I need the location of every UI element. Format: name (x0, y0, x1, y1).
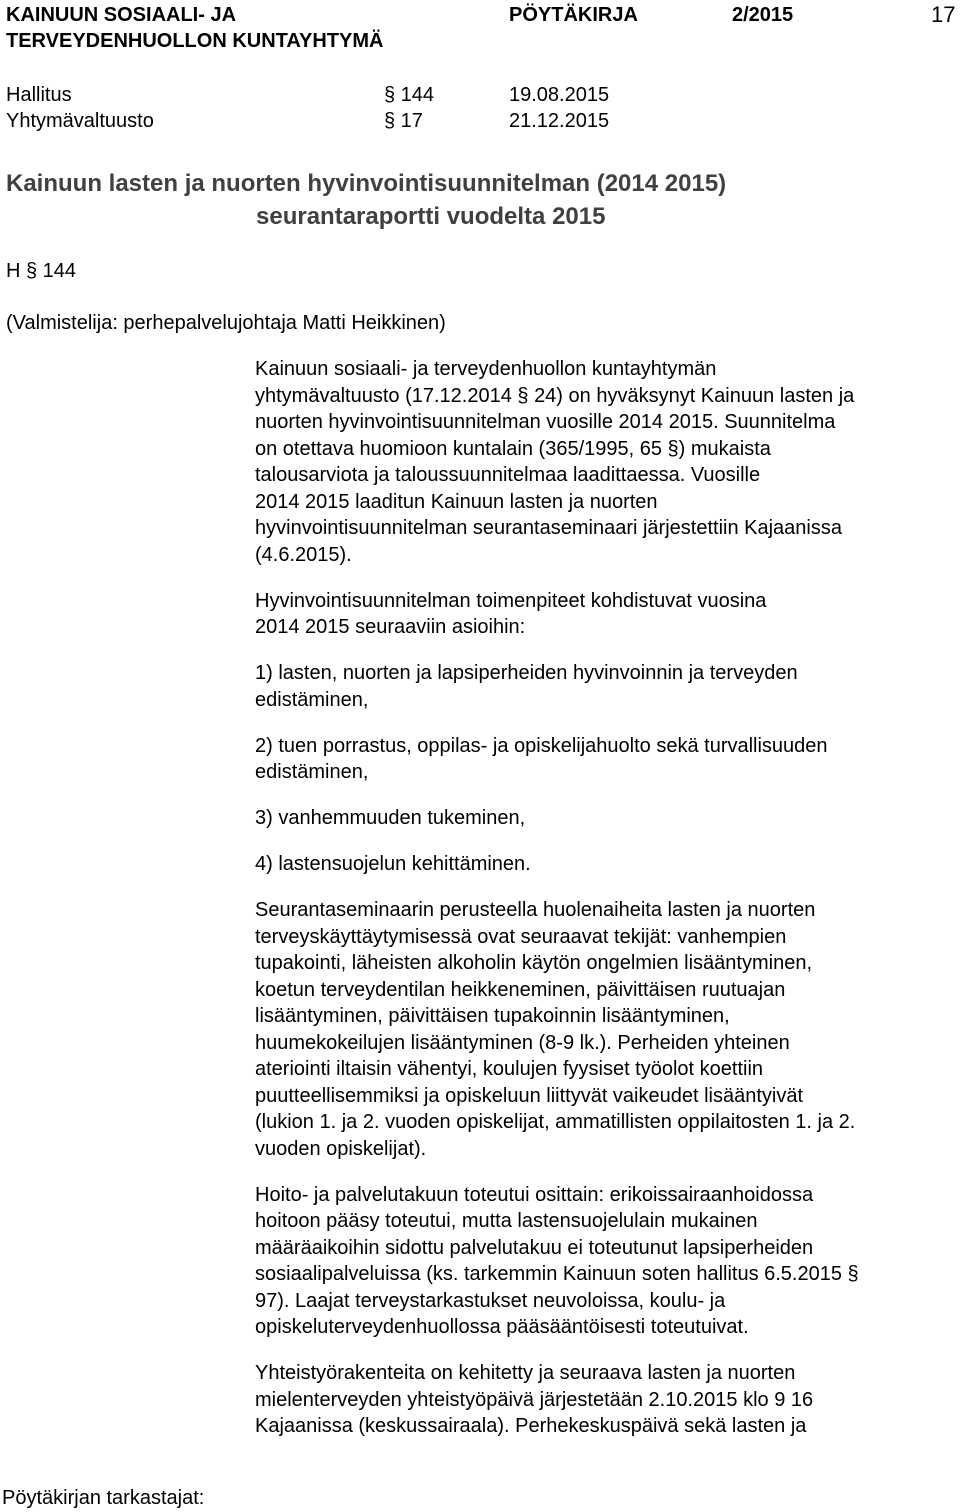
organization-name-line2: TERVEYDENHUOLLON KUNTAYHTYMÄ (6, 30, 384, 52)
paragraph (255, 1182, 955, 1341)
paragraph-line: 97). Laajat terveystarkastukset neuvoloissa, koulu- ja (255, 1289, 726, 1312)
meeting-section: § 144 (384, 84, 435, 106)
document-type: PÖYTÄKIRJA (509, 4, 638, 26)
paragraph-line: hyvinvointisuunnitelman seurantaseminaari järjestettiin Kajaanissa (255, 517, 842, 539)
paragraph-line: 2014 2015 seuraaviin asioihin: (255, 616, 526, 638)
paragraph (255, 588, 955, 641)
preparer-note: (Valmistelija: perhepalvelujohtaja Matti Heikkinen) (6, 312, 446, 334)
paragraph-line: määräaikoihin sidottu palvelutakuu ei toteutunut lapsiperheiden (255, 1236, 814, 1259)
meeting-date: 21.12.2015 (509, 110, 610, 132)
paragraph-line: huumekokeilujen lisääntyminen (8-9 lk.). Perheiden yhteinen (255, 1031, 790, 1054)
organization-name-line1: KAINUUN SOSIAALI- JA (6, 4, 237, 26)
paragraph-line: (lukion 1. ja 2. vuoden opiskelijat, ammatillisten oppilaitosten 1. ja 2. (255, 1111, 856, 1133)
document-title-line2: seurantaraportti vuodelta 2015 (256, 203, 606, 230)
meeting-date: 19.08.2015 (509, 84, 610, 106)
paragraph-line: on otettava huomioon kuntalain (365/1995, 65 §) mukaista (255, 437, 771, 460)
paragraph-line: 2) tuen porrastus, oppilas- ja opiskelijahuolto sekä turvallisuuden (255, 734, 828, 757)
paragraph (255, 805, 955, 832)
section-reference: H § 144 (6, 260, 77, 282)
paragraph-line: talousarviota ja taloussuunnitelmaa laadittaessa. Vuosille (255, 464, 761, 486)
paragraph-line: yhtymävaltuusto (17.12.2014 § 24) on hyväksynyt Kainuun lasten ja (255, 384, 855, 407)
paragraph-line: ateriointi iltaisin vähentyi, koulujen fyysiset työolot koettiin (255, 1058, 764, 1080)
paragraph (255, 1360, 955, 1440)
paragraph (255, 733, 955, 786)
page-number: 17 (931, 2, 956, 27)
meeting-body: Yhtymävaltuusto (6, 110, 154, 132)
paragraph (255, 356, 955, 568)
paragraph-line: Hoito- ja palvelutakuun toteutui osittain: erikoissairaanhoidossa (255, 1183, 814, 1206)
paragraph-line: Seurantaseminaarin perusteella huolenaiheita lasten ja nuorten (255, 899, 816, 921)
paragraph-line: sosiaalipalveluissa (ks. tarkemmin Kainuun soten hallitus 6.5.2015 § (255, 1263, 859, 1285)
paragraph-line: (4.6.2015). (255, 543, 352, 566)
paragraph-line: opiskeluterveydenhuollossa pääsääntöisesti toteutuivat. (255, 1316, 749, 1338)
paragraph-line: edistäminen, (255, 688, 369, 711)
paragraph-line: hoitoon pääsy toteutui, mutta lastensuojelulain mukainen (255, 1210, 758, 1232)
footer-label: Pöytäkirjan tarkastajat: (2, 1487, 205, 1509)
body-text (255, 356, 955, 1459)
paragraph-line: 3) vanhemmuuden tukeminen, (255, 807, 526, 829)
paragraph-line: nuorten hyvinvointisuunnitelman vuosille 2014 2015. Suunnitelma (255, 411, 836, 433)
paragraph (255, 851, 955, 878)
paragraph-line: Hyvinvointisuunnitelman toimenpiteet kohdistuvat vuosina (255, 589, 767, 612)
paragraph-line: 2014 2015 laaditun Kainuun lasten ja nuorten (255, 490, 658, 513)
paragraph-line: mielenterveyden yhteistyöpäivä järjestetään 2.10.2015 klo 9 16 (255, 1388, 814, 1411)
paragraph-line: vuoden opiskelijat). (255, 1137, 427, 1160)
paragraph (255, 660, 955, 713)
paragraph-line: 4) lastensuojelun kehittäminen. (255, 853, 531, 875)
paragraph-line: Kajaanissa (keskussairaala). Perhekeskuspäivä sekä lasten ja (255, 1415, 807, 1437)
paragraph-line: lisääntyminen, päivittäisen tupakoinnin lisääntyminen, (255, 1005, 730, 1027)
paragraph-line: tupakointi, läheisten alkoholin käytön ongelmien lisääntyminen, (255, 952, 813, 974)
paragraph-line: 1) lasten, nuorten ja lapsiperheiden hyvinvoinnin ja terveyden (255, 662, 798, 684)
meeting-section: § 17 (384, 110, 423, 132)
document-title-line1: Kainuun lasten ja nuorten hyvinvointisuunnitelman (2014 2015) (6, 170, 727, 197)
paragraph-line: koetun terveydentilan heikkeneminen, päivittäisen ruutuajan (255, 978, 786, 1001)
meeting-body: Hallitus (6, 84, 72, 106)
paragraph-line: puutteellisemmiksi ja opiskeluun liittyvät vaikeudet lisääntyivät (255, 1084, 804, 1107)
paragraph-line: terveyskäyttäytymisessä ovat seuraavat tekijät: vanhempien (255, 925, 787, 948)
paragraph-line: Kainuun sosiaali- ja terveydenhuollon kuntayhtymän (255, 358, 717, 380)
document-number: 2/2015 (732, 4, 794, 26)
paragraph-line: edistäminen, (255, 761, 369, 783)
paragraph (255, 897, 955, 1162)
paragraph-line: Yhteistyörakenteita on kehitetty ja seuraava lasten ja nuorten (255, 1362, 796, 1384)
